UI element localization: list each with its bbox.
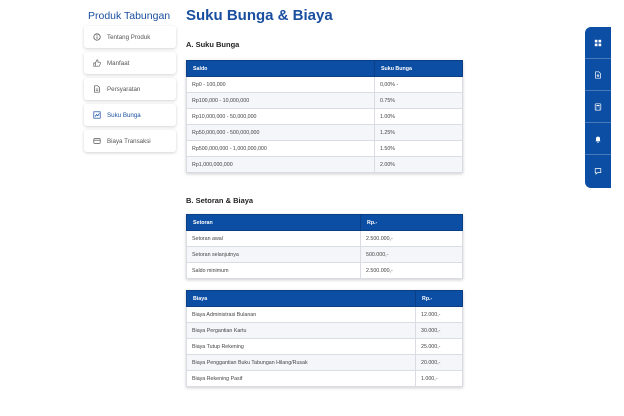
table-row <box>187 77 463 93</box>
table-row <box>187 157 463 173</box>
table-cell: Rp10,000,000 - 50,000,000 <box>187 109 375 125</box>
table-row <box>187 339 463 355</box>
grid-button[interactable] <box>585 27 611 59</box>
biaya-table <box>186 290 463 387</box>
table-cell: 1.25% <box>375 125 463 141</box>
table-header: Setoran <box>187 215 361 231</box>
info-icon <box>92 33 101 42</box>
sidebar-item-label: Biaya Transaksi <box>107 137 151 145</box>
section-title-suku-bunga: A. Suku Bunga <box>186 40 240 49</box>
table-cell: 20.000,- <box>416 355 463 371</box>
table-row <box>187 371 463 387</box>
table-header: Biaya <box>187 291 416 307</box>
table-header: Saldo <box>187 61 375 77</box>
table-cell: Biaya Pergantian Kartu <box>187 323 416 339</box>
table-row <box>187 93 463 109</box>
table-row <box>187 355 463 371</box>
sidebar-menu <box>84 26 176 156</box>
table-header: Suku Bunga <box>375 61 463 77</box>
calculator-icon <box>594 98 602 116</box>
table-header: Rp.- <box>416 291 463 307</box>
table-row <box>187 231 463 247</box>
table-cell: 2.500.000,- <box>361 231 463 247</box>
table-header: Rp.- <box>361 215 463 231</box>
table-cell: 2.00% <box>375 157 463 173</box>
table-cell: Rp1,000,000,000 <box>187 157 375 173</box>
table-row <box>187 109 463 125</box>
sidebar-item-label: Manfaat <box>107 59 130 67</box>
sidebar-item-persyaratan[interactable] <box>84 78 176 100</box>
table-row <box>187 307 463 323</box>
table-cell: Saldo minimum <box>187 263 361 279</box>
download-icon <box>594 66 602 84</box>
table-cell: 1.00% <box>375 109 463 125</box>
table-cell: 25.000,- <box>416 339 463 355</box>
table-cell: 1.000,- <box>416 371 463 387</box>
setoran-table <box>186 214 463 279</box>
table-cell: 500.000,- <box>361 247 463 263</box>
section-title-setoran-biaya: B. Setoran & Biaya <box>186 196 254 205</box>
sidebar-item-manfaat[interactable] <box>84 52 176 74</box>
sidebar-item-tentang-produk[interactable] <box>84 26 176 48</box>
sidebar-item-biaya-transaksi[interactable] <box>84 130 176 152</box>
sidebar-item-label: Tentang Produk <box>107 33 151 41</box>
card-icon <box>92 137 101 146</box>
chart-icon <box>92 111 101 120</box>
table-cell: 12.000,- <box>416 307 463 323</box>
table-cell: 0.75% <box>375 93 463 109</box>
table-cell: Biaya Tutup Rekening <box>187 339 416 355</box>
chat-button[interactable] <box>585 155 611 187</box>
chat-icon <box>594 162 602 180</box>
document-icon <box>92 85 101 94</box>
table-cell: Rp0 - 100,000 <box>187 77 375 93</box>
table-cell: Biaya Penggantian Buku Tabungan Hilang/Rusak <box>187 355 416 371</box>
table-cell: Rp100,000 - 10,000,000 <box>187 93 375 109</box>
floating-action-bar <box>585 27 611 188</box>
sidebar-item-label: Persyaratan <box>107 85 141 93</box>
suku-bunga-table <box>186 60 463 173</box>
table-cell: Biaya Administrasi Bulanan <box>187 307 416 323</box>
table-row <box>187 125 463 141</box>
table-row <box>187 263 463 279</box>
grid-icon <box>594 34 602 52</box>
table-cell: Setoran awal <box>187 231 361 247</box>
table-cell: Biaya Rekening Pasif <box>187 371 416 387</box>
sidebar-title: Produk Tabungan <box>88 10 171 22</box>
sidebar-item-suku-bunga[interactable] <box>84 104 176 126</box>
table-cell: Rp50,000,000 - 500,000,000 <box>187 125 375 141</box>
page-title: Suku Bunga & Biaya <box>186 7 333 24</box>
notification-button[interactable] <box>585 123 611 155</box>
table-cell: 1.50% <box>375 141 463 157</box>
calculator-button[interactable] <box>585 91 611 123</box>
table-cell: 30.000,- <box>416 323 463 339</box>
table-cell: Rp500,000,000 - 1,000,000,000 <box>187 141 375 157</box>
sidebar-item-label: Suku Bunga <box>107 111 141 119</box>
table-cell: Setoran selanjutnya <box>187 247 361 263</box>
table-row <box>187 247 463 263</box>
table-cell: 2.500.000,- <box>361 263 463 279</box>
bell-icon <box>594 130 602 148</box>
table-row <box>187 141 463 157</box>
download-button[interactable] <box>585 59 611 91</box>
table-row <box>187 323 463 339</box>
thumbs-up-icon <box>92 59 101 68</box>
table-cell: 0,00% - <box>375 77 463 93</box>
